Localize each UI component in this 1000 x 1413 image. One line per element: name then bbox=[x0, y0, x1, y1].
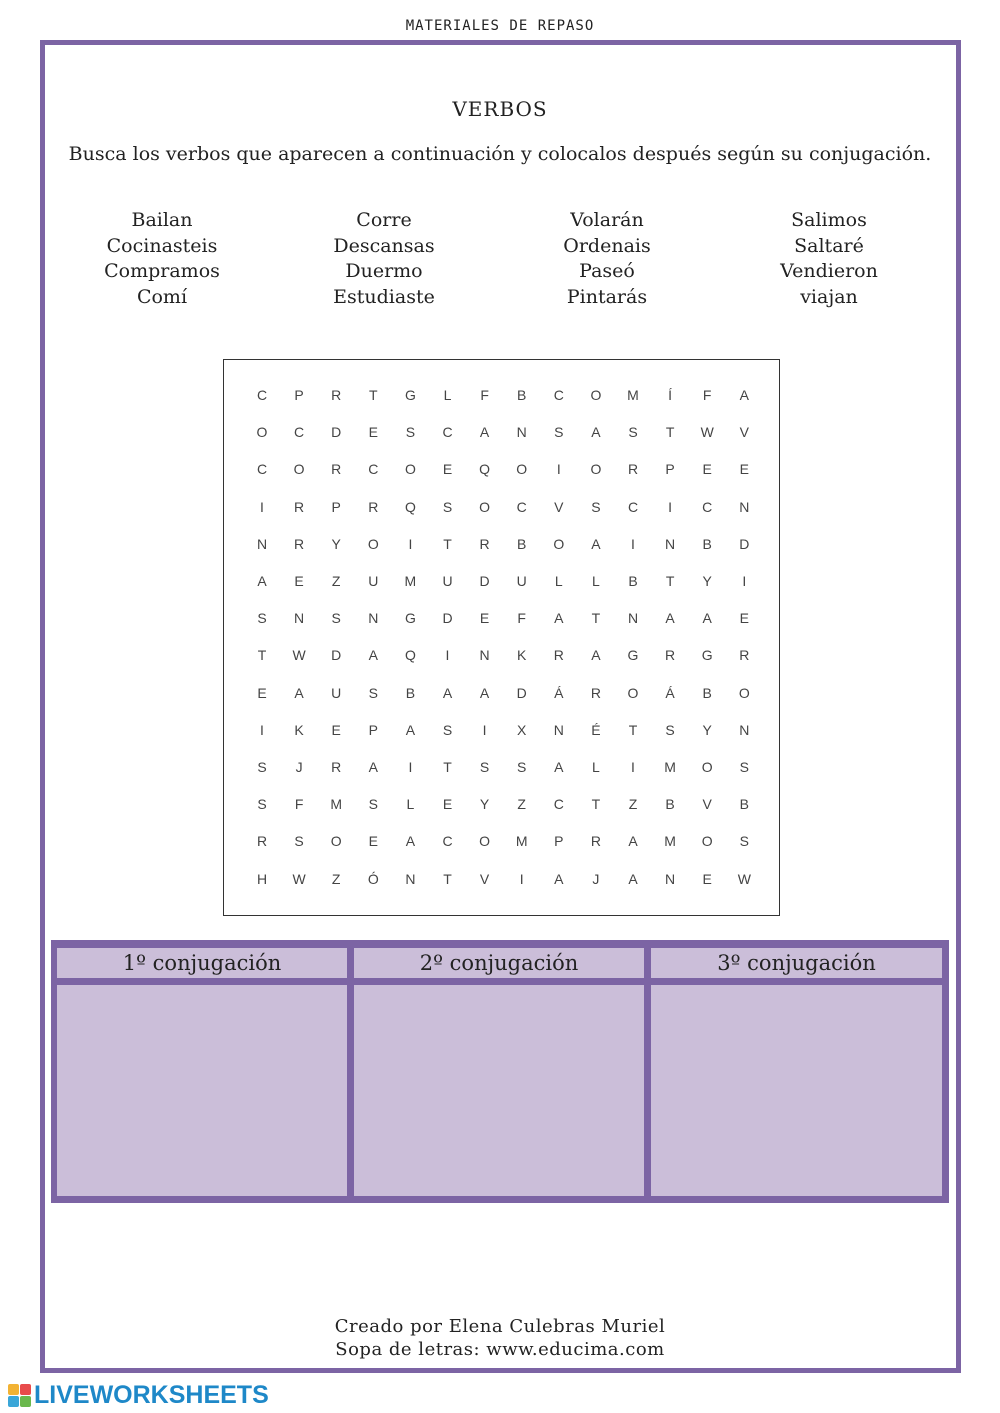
grid-letter[interactable]: C bbox=[516, 498, 527, 515]
conjugation-dropzone-3[interactable] bbox=[651, 985, 942, 1196]
grid-letter[interactable]: S bbox=[665, 721, 675, 738]
grid-letter[interactable]: Z bbox=[331, 573, 341, 589]
grid-letter[interactable]: O bbox=[479, 498, 491, 515]
grid-letter[interactable]: I bbox=[556, 461, 561, 478]
grid-letter[interactable]: S bbox=[442, 721, 453, 738]
grid-letter[interactable]: T bbox=[369, 387, 378, 403]
word-column-2 bbox=[284, 208, 484, 310]
grid-letter[interactable]: X bbox=[517, 721, 527, 738]
grid-letter[interactable]: D bbox=[331, 647, 342, 664]
grid-letter[interactable]: R bbox=[331, 387, 342, 403]
grid-letter[interactable]: I bbox=[668, 498, 673, 515]
grid-letter[interactable]: Q bbox=[404, 647, 416, 664]
grid-letter[interactable]: E bbox=[368, 833, 378, 850]
grid-letter[interactable]: R bbox=[665, 647, 676, 664]
grid-letter[interactable]: R bbox=[256, 833, 268, 850]
grid-letter[interactable]: A bbox=[628, 870, 638, 887]
grid-letter[interactable]: N bbox=[479, 647, 490, 664]
grid-letter[interactable]: T bbox=[665, 424, 675, 441]
grid-letter[interactable]: O bbox=[367, 535, 379, 552]
grid-letter[interactable]: A bbox=[479, 424, 490, 441]
grid-letter[interactable]: I bbox=[260, 721, 264, 738]
grid-letter[interactable]: C bbox=[442, 833, 453, 850]
grid-letter[interactable]: A bbox=[405, 833, 416, 850]
grid-letter[interactable]: I bbox=[408, 535, 413, 552]
grid-letter[interactable]: G bbox=[404, 610, 416, 627]
grid-letter[interactable]: P bbox=[554, 833, 564, 850]
word-item: Corre bbox=[356, 209, 412, 231]
conjugation-dropzone-1[interactable] bbox=[57, 985, 347, 1196]
grid-letter[interactable]: I bbox=[445, 647, 450, 664]
grid-letter[interactable]: M bbox=[664, 833, 676, 850]
grid-letter[interactable]: S bbox=[479, 759, 490, 775]
grid-letter[interactable]: A bbox=[665, 610, 675, 627]
grid-letter[interactable]: N bbox=[256, 535, 268, 552]
grid-letter[interactable]: G bbox=[627, 647, 639, 664]
grid-letter[interactable]: A bbox=[479, 684, 490, 701]
grid-letter[interactable]: L bbox=[406, 796, 415, 813]
grid-letter[interactable]: K bbox=[294, 721, 304, 738]
grid-letter[interactable]: I bbox=[519, 870, 524, 887]
grid-letter[interactable]: N bbox=[405, 870, 416, 887]
word-item: Cocinasteis bbox=[106, 234, 218, 257]
grid-letter[interactable]: O bbox=[479, 833, 491, 850]
grid-letter[interactable]: A bbox=[591, 535, 601, 552]
grid-letter[interactable]: T bbox=[443, 759, 452, 775]
grid-letter[interactable]: E bbox=[479, 610, 490, 627]
grid-letter[interactable]: O bbox=[627, 684, 639, 701]
grid-letter[interactable]: S bbox=[257, 610, 267, 627]
word-item: Paseó bbox=[579, 260, 635, 282]
grid-letter[interactable]: D bbox=[331, 424, 342, 441]
grid-letter[interactable]: É bbox=[591, 721, 601, 738]
grid-letter[interactable]: R bbox=[553, 647, 564, 664]
grid-letter[interactable]: K bbox=[517, 647, 527, 664]
grid-letter[interactable]: F bbox=[294, 796, 304, 813]
grid-letter[interactable]: R bbox=[331, 461, 342, 478]
grid-letter[interactable]: C bbox=[368, 461, 379, 478]
grid-letter[interactable]: B bbox=[517, 535, 527, 552]
grid-letter[interactable]: B bbox=[739, 796, 749, 813]
grid-letter[interactable]: N bbox=[665, 535, 676, 552]
grid-letter[interactable]: D bbox=[739, 535, 750, 552]
grid-letter[interactable]: S bbox=[257, 759, 267, 775]
grid-letter[interactable]: M bbox=[627, 387, 639, 403]
conjugation-header-2: 2º conjugación bbox=[354, 948, 644, 978]
grid-letter[interactable]: M bbox=[664, 759, 676, 775]
grid-letter[interactable]: I bbox=[742, 573, 747, 589]
grid-letter[interactable]: A bbox=[368, 759, 378, 775]
grid-letter[interactable]: D bbox=[516, 684, 527, 701]
grid-letter[interactable]: G bbox=[701, 647, 713, 664]
grid-letter[interactable]: I bbox=[631, 759, 635, 775]
grid-letter[interactable]: E bbox=[739, 610, 749, 627]
grid-letter[interactable]: T bbox=[628, 721, 638, 738]
grid-letter[interactable]: V bbox=[702, 796, 712, 813]
grid-letter[interactable]: A bbox=[294, 684, 304, 701]
word-item: Ordenais bbox=[563, 234, 651, 257]
word-item: viajan bbox=[800, 285, 858, 308]
grid-letter[interactable]: J bbox=[592, 870, 600, 887]
grid-letter[interactable]: O bbox=[701, 759, 713, 775]
grid-letter[interactable]: E bbox=[702, 870, 712, 887]
grid-letter[interactable]: E bbox=[442, 796, 453, 813]
grid-letter[interactable]: T bbox=[591, 610, 601, 627]
grid-letter[interactable]: B bbox=[702, 535, 712, 552]
grid-letter[interactable]: F bbox=[517, 610, 526, 627]
grid-letter[interactable]: B bbox=[628, 573, 638, 589]
grid-letter[interactable]: P bbox=[368, 721, 378, 738]
grid-letter[interactable]: O bbox=[330, 833, 342, 850]
page-header: MATERIALES DE REPASO bbox=[405, 18, 595, 34]
grid-letter[interactable]: R bbox=[294, 535, 305, 552]
grid-letter[interactable]: M bbox=[330, 796, 343, 813]
grid-letter[interactable]: Z bbox=[331, 870, 341, 887]
grid-letter[interactable]: A bbox=[628, 833, 638, 850]
grid-letter[interactable]: Q bbox=[404, 498, 416, 515]
grid-letter[interactable]: S bbox=[591, 498, 601, 515]
grid-letter[interactable]: Á bbox=[554, 684, 564, 701]
grid-letter[interactable]: T bbox=[443, 870, 452, 887]
grid-letter[interactable]: Y bbox=[702, 573, 712, 589]
grid-letter[interactable]: Ó bbox=[367, 870, 379, 887]
grid-letter[interactable]: A bbox=[554, 759, 564, 775]
grid-letter[interactable]: P bbox=[665, 461, 675, 478]
word-column-3 bbox=[507, 208, 707, 310]
grid-letter[interactable]: O bbox=[553, 535, 565, 552]
word-column-4 bbox=[729, 208, 929, 310]
grid-letter[interactable]: N bbox=[665, 870, 676, 887]
word-item: Estudiaste bbox=[333, 285, 435, 308]
grid-letter[interactable]: U bbox=[331, 684, 342, 701]
grid-letter[interactable]: C bbox=[553, 387, 564, 403]
grid-letter[interactable]: I bbox=[408, 759, 413, 775]
grid-letter[interactable]: S bbox=[368, 796, 378, 813]
grid-letter[interactable]: I bbox=[482, 721, 487, 738]
grid-letter[interactable]: F bbox=[480, 387, 489, 403]
grid-letter[interactable]: C bbox=[256, 387, 268, 403]
grid-letter[interactable]: W bbox=[737, 870, 751, 887]
word-item: Pintarás bbox=[566, 285, 648, 308]
grid-letter[interactable]: V bbox=[479, 870, 490, 887]
grid-letter[interactable]: E bbox=[739, 461, 749, 478]
grid-letter[interactable]: R bbox=[590, 833, 601, 850]
grid-letter[interactable]: E bbox=[368, 424, 378, 441]
grid-letter[interactable]: P bbox=[331, 498, 341, 515]
conjugation-table bbox=[51, 940, 949, 1203]
grid-letter[interactable]: S bbox=[368, 684, 378, 701]
conjugation-header-1: 1º conjugación bbox=[57, 948, 347, 978]
grid-letter[interactable]: Á bbox=[665, 684, 675, 701]
grid-letter[interactable]: B bbox=[702, 684, 712, 701]
grid-letter[interactable]: N bbox=[516, 424, 527, 441]
word-item: Vendieron bbox=[780, 260, 878, 282]
grid-letter[interactable]: M bbox=[515, 833, 528, 850]
grid-letter[interactable]: O bbox=[590, 387, 602, 403]
conjugation-dropzone-2[interactable] bbox=[354, 985, 644, 1196]
grid-letter[interactable]: O bbox=[293, 461, 305, 478]
grid-letter[interactable]: C bbox=[702, 498, 713, 515]
grid-letter[interactable]: Q bbox=[479, 461, 491, 478]
grid-letter[interactable]: C bbox=[627, 498, 639, 515]
grid-letter[interactable]: B bbox=[405, 684, 416, 701]
word-item: Saltaré bbox=[794, 234, 864, 257]
word-item: Volarán bbox=[570, 209, 644, 231]
grid-letter[interactable]: G bbox=[404, 387, 416, 403]
word-item: Descansas bbox=[333, 234, 435, 257]
grid-letter[interactable]: V bbox=[554, 498, 564, 515]
grid-letter[interactable]: C bbox=[553, 796, 564, 813]
grid-letter[interactable]: W bbox=[292, 647, 306, 664]
grid-letter[interactable]: O bbox=[516, 461, 528, 478]
grid-letter[interactable]: Y bbox=[331, 535, 341, 552]
grid-letter[interactable]: S bbox=[442, 498, 453, 515]
grid-letter[interactable]: R bbox=[368, 498, 379, 515]
grid-letter[interactable]: D bbox=[442, 610, 453, 627]
grid-letter[interactable]: S bbox=[628, 424, 638, 441]
grid-letter[interactable]: T bbox=[443, 535, 452, 552]
grid-letter[interactable]: S bbox=[257, 796, 267, 813]
grid-letter[interactable]: C bbox=[256, 461, 268, 478]
grid-letter[interactable]: N bbox=[627, 610, 639, 627]
grid-letter[interactable]: O bbox=[738, 684, 750, 701]
grid-letter[interactable]: R bbox=[479, 535, 490, 552]
grid-letter[interactable]: T bbox=[665, 573, 675, 589]
grid-letter[interactable]: C bbox=[442, 424, 453, 441]
grid-letter[interactable]: A bbox=[405, 721, 416, 738]
grid-letter[interactable]: A bbox=[554, 870, 564, 887]
word-item: Bailan bbox=[131, 209, 193, 231]
grid-letter[interactable]: S bbox=[739, 759, 749, 775]
grid-letter[interactable]: S bbox=[405, 424, 416, 441]
grid-letter[interactable]: R bbox=[294, 498, 305, 515]
grid-letter[interactable]: E bbox=[294, 573, 304, 589]
grid-letter[interactable]: A bbox=[554, 610, 564, 627]
grid-letter[interactable]: V bbox=[739, 424, 749, 441]
grid-letter[interactable]: R bbox=[331, 759, 342, 775]
liveworksheets-logo-text: LIVEWORKSHEETS bbox=[34, 1380, 269, 1409]
grid-letter[interactable]: I bbox=[631, 535, 635, 552]
grid-letter[interactable]: A bbox=[591, 647, 601, 664]
grid-letter[interactable]: Z bbox=[517, 796, 526, 813]
grid-letter[interactable]: C bbox=[294, 424, 305, 441]
grid-letter[interactable]: M bbox=[404, 573, 417, 589]
grid-letter[interactable]: L bbox=[591, 573, 600, 589]
footer-source: Sopa de letras: www.educima.com bbox=[335, 1339, 665, 1360]
grid-letter[interactable]: R bbox=[627, 461, 639, 478]
grid-letter[interactable]: U bbox=[516, 573, 527, 589]
grid-letter[interactable]: O bbox=[404, 461, 416, 478]
grid-letter[interactable]: E bbox=[331, 721, 341, 738]
grid-letter[interactable]: N bbox=[739, 498, 750, 515]
grid-letter[interactable]: B bbox=[517, 387, 527, 403]
grid-letter[interactable]: S bbox=[331, 610, 341, 627]
grid-letter[interactable]: N bbox=[553, 721, 564, 738]
grid-letter[interactable]: N bbox=[739, 721, 750, 738]
grid-letter[interactable]: W bbox=[700, 424, 714, 441]
grid-letter[interactable]: J bbox=[295, 759, 303, 775]
grid-letter[interactable]: S bbox=[517, 759, 527, 775]
grid-letter[interactable]: A bbox=[442, 684, 453, 701]
grid-letter[interactable]: L bbox=[554, 573, 563, 589]
grid-letter[interactable]: A bbox=[702, 610, 712, 627]
grid-letter[interactable]: B bbox=[665, 796, 675, 813]
worksheet-title: VERBOS bbox=[452, 97, 548, 121]
grid-letter[interactable]: O bbox=[590, 461, 602, 478]
conjugation-header-3: 3º conjugación bbox=[651, 948, 942, 978]
grid-letter[interactable]: T bbox=[257, 647, 267, 664]
footer-credit: Creado por Elena Culebras Muriel bbox=[334, 1316, 666, 1337]
instructions-text: Busca los verbos que aparecen a continuación y colocalos después según su conjugación. bbox=[68, 143, 932, 165]
grid-letter[interactable]: A bbox=[739, 387, 749, 403]
grid-letter[interactable]: N bbox=[294, 610, 305, 627]
grid-letter[interactable]: E bbox=[257, 684, 267, 701]
grid-letter[interactable]: E bbox=[702, 461, 712, 478]
word-item: Comí bbox=[136, 285, 188, 308]
grid-letter[interactable]: I bbox=[260, 498, 264, 515]
word-item: Duermo bbox=[345, 260, 423, 282]
grid-letter[interactable]: S bbox=[294, 833, 304, 850]
grid-letter[interactable]: S bbox=[554, 424, 564, 441]
grid-letter[interactable]: P bbox=[294, 387, 304, 403]
grid-letter[interactable]: S bbox=[739, 833, 749, 850]
liveworksheets-logo-icon bbox=[8, 1384, 31, 1407]
grid-letter[interactable]: W bbox=[292, 870, 306, 887]
grid-letter[interactable]: D bbox=[479, 573, 490, 589]
grid-letter[interactable]: F bbox=[702, 387, 712, 403]
word-search-grid bbox=[223, 359, 780, 916]
word-item: Salimos bbox=[791, 209, 867, 231]
grid-letter[interactable]: L bbox=[591, 759, 600, 775]
liveworksheets-logo bbox=[8, 1382, 269, 1408]
grid-letter[interactable]: R bbox=[590, 684, 601, 701]
grid-letter[interactable]: A bbox=[591, 424, 601, 441]
grid-letter[interactable]: L bbox=[443, 387, 452, 403]
grid-letter[interactable]: R bbox=[739, 647, 750, 664]
grid-letter[interactable]: E bbox=[442, 461, 453, 478]
grid-letter[interactable]: O bbox=[701, 833, 713, 850]
word-item: Compramos bbox=[104, 260, 220, 282]
grid-letter[interactable]: Y bbox=[702, 721, 712, 738]
grid-letter[interactable]: Z bbox=[628, 796, 638, 813]
grid-letter[interactable]: Í bbox=[668, 387, 673, 403]
grid-letter[interactable]: A bbox=[257, 573, 267, 589]
grid-letter[interactable]: H bbox=[256, 870, 268, 887]
word-column-1 bbox=[62, 208, 262, 310]
grid-letter[interactable]: T bbox=[591, 796, 601, 813]
grid-letter[interactable]: A bbox=[368, 647, 378, 664]
grid-letter[interactable]: N bbox=[368, 610, 379, 627]
grid-letter[interactable]: U bbox=[442, 573, 453, 589]
grid-letter[interactable]: U bbox=[368, 573, 379, 589]
grid-letter[interactable]: O bbox=[256, 424, 268, 441]
grid-letter[interactable]: Y bbox=[479, 796, 490, 813]
